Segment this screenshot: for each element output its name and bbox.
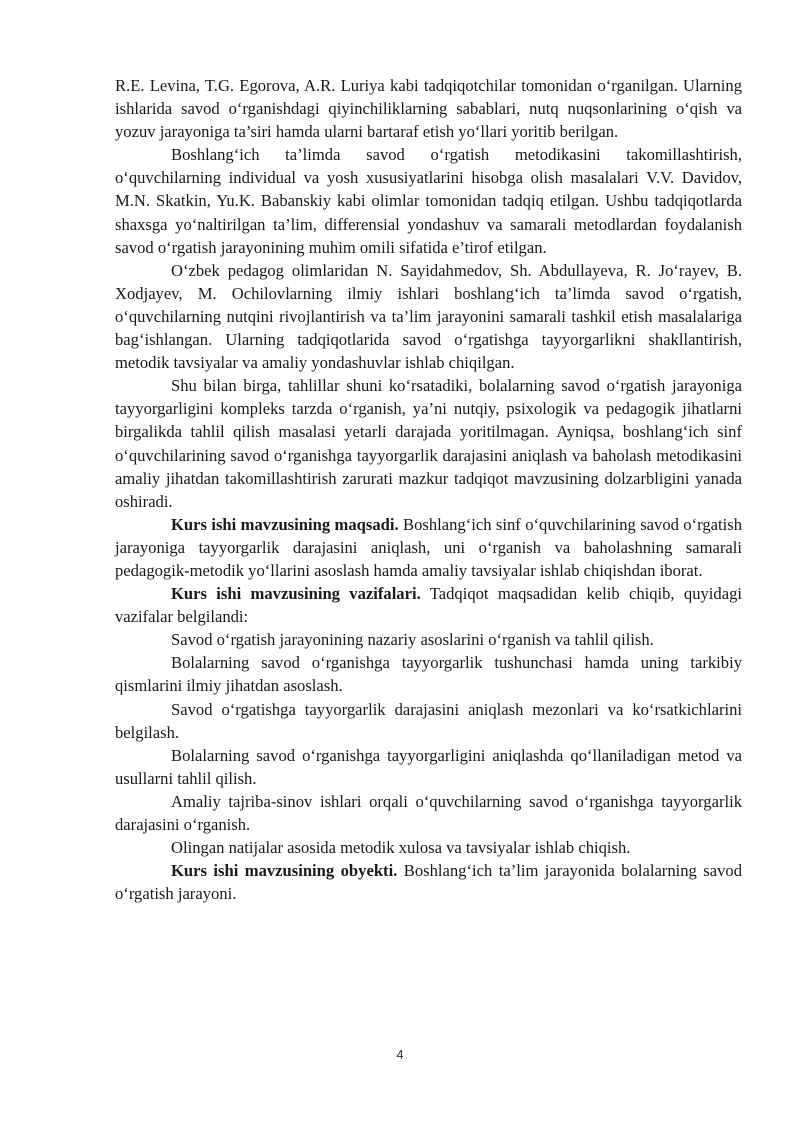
paragraph-text: Bolalarning savod o‘rganishga tayyorgarlik tushunchasi hamda uning tarkibiy qismlarini ilmiy jihatdan asoslash. (115, 653, 742, 696)
paragraph-text: Boshlang‘ich sinf o‘quvchilarining savod o‘rgatish jarayoniga tayyorgarlik darajasini aniqlash, uni o‘rganish va baholashning samarali pedagogik-metodik yo‘llarini asoslash hamda amaliy tavsiyalar ishlab chiqishdan iborat. (115, 514, 742, 580)
paragraph-text: O‘zbek pedagog olimlaridan N. Sayidahmedov, Sh. Abdullayeva, R. Jo‘rayev, B. Xodjayev, M. Ochilovlarning ilmiy ishlari boshlang‘ich ta’limda savod o‘rgatish, o‘quvchilarning nutqini rivojlantirish va ta’lim jarayonini samarali tashkil etish masalalariga bag‘ishlangan. Ularning tadqiqotlarida savod o‘rgatishga tayyorgarlikni shakllantirish, metodik tavsiyalar va amaliy yondashuvlar ishlab chiqilgan. (115, 260, 742, 373)
tasks-paragraph (115, 582, 742, 628)
page-number: 4 (396, 1047, 404, 1062)
object-paragraph (115, 859, 742, 905)
task-item (115, 744, 742, 790)
tasks-heading: Kurs ishi mavzusining vazifalari. (171, 584, 421, 604)
paragraph-text: Amaliy tajriba-sinov ishlari orqali o‘quvchilarning savod o‘rganishga tayyorgarlik darajasini o‘rganish. (115, 791, 742, 834)
document-page (115, 74, 742, 905)
paragraph (115, 259, 742, 374)
task-item (115, 628, 742, 651)
task-item (115, 698, 742, 744)
paragraph-text: Savod o‘rgatish jarayonining nazariy asoslarini o‘rganish va tahlil qilish. (171, 630, 654, 650)
paragraph (115, 143, 742, 258)
paragraph-text: Tadqiqot maqsadidan kelib chiqib, quyidagi vazifalar belgilandi: (115, 584, 742, 627)
task-item (115, 790, 742, 836)
paragraph (115, 74, 742, 143)
object-heading: Kurs ishi mavzusining obyekti. (171, 861, 398, 881)
paragraph (115, 374, 742, 513)
goal-paragraph (115, 513, 742, 582)
paragraph-text: Savod o‘rgatishga tayyorgarlik darajasini aniqlash mezonlari va ko‘rsatkichlarini belgilash. (115, 699, 742, 742)
paragraph-text: R.E. Levina, T.G. Egorova, A.R. Luriya kabi tadqiqotchilar tomonidan o‘rganilgan. Ularning ishlarida savod o‘rganishdagi qiyinchiliklarning sabablari, nutq nuqsonlarining o‘qish va yozuv jarayoniga ta’siri hamda ularni bartaraf etish yo‘llari yoritib berilgan. (115, 76, 742, 142)
paragraph-text: Bolalarning savod o‘rganishga tayyorgarligini aniqlashda qo‘llaniladigan metod va usullarni tahlil qilish. (115, 745, 742, 788)
task-item (115, 836, 742, 859)
paragraph-text: Olingan natijalar asosida metodik xulosa va tavsiyalar ishlab chiqish. (171, 838, 631, 858)
task-item (115, 651, 742, 697)
goal-heading: Kurs ishi mavzusining maqsadi. (171, 514, 399, 534)
paragraph-text: Boshlang‘ich ta’lim jarayonida bolalarning savod o‘rgatish jarayoni. (115, 861, 742, 904)
paragraph-text: Shu bilan birga, tahlillar shuni ko‘rsatadiki, bolalarning savod o‘rgatish jarayoniga tayyorgarligini kompleks tarzda o‘rganish, ya’ni nutqiy, psixologik va pedagogik jihatlarni birgalikda tahlil qilish masalasi yetarli darajada yoritilmagan. Ayniqsa, boshlang‘ich sinf o‘quvchilarining savod o‘rganishga tayyorgarlik darajasini aniqlash va baholash metodikasini amaliy jihatdan takomillashtirish zarurati mazkur tadqiqot mavzusining dolzarbligini yanada oshiradi. (115, 376, 742, 511)
paragraph-text: Boshlang‘ich ta’limda savod o‘rgatish metodikasini takomillashtirish, o‘quvchilarning individual va yosh xususiyatlarini hisobga olish masalalari V.V. Davidov, M.N. Skatkin, Yu.K. Babanskiy kabi olimlar tomonidan tadqiq etilgan. Ushbu tadqiqotlarda shaxsga yo‘naltirilgan ta’lim, differensial yondashuv va samarali metodlardan foydalanish savod o‘rgatish jarayonining muhim omili sifatida e’tirof etilgan. (115, 145, 742, 257)
